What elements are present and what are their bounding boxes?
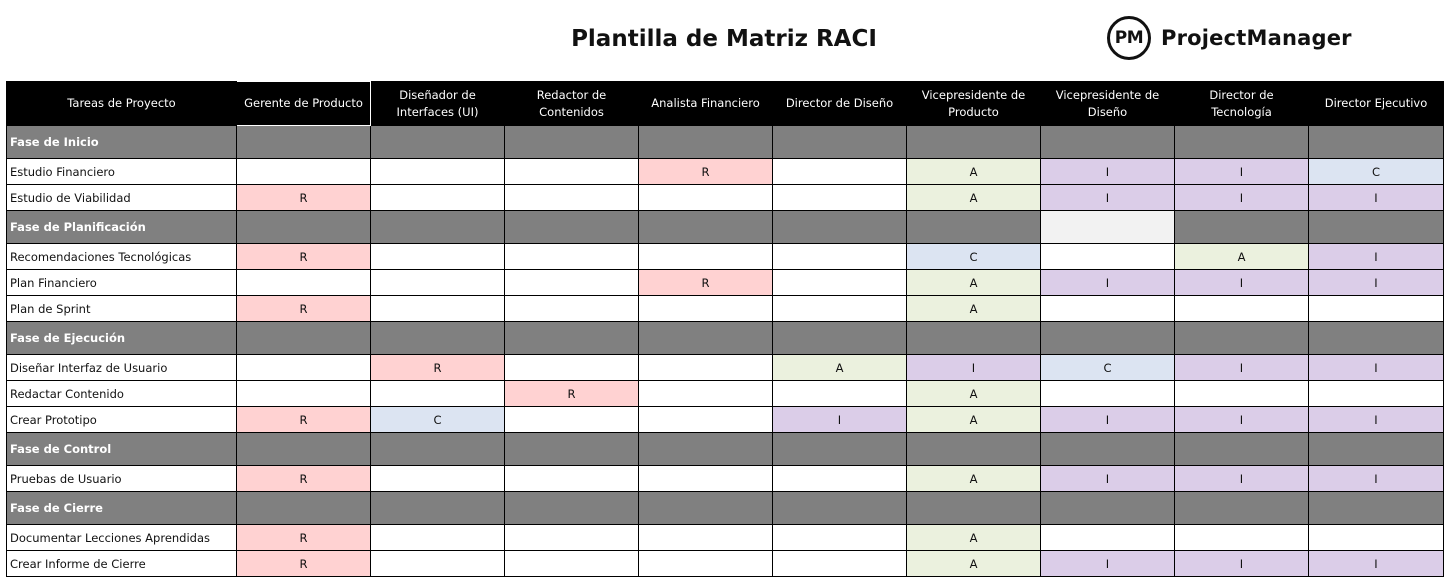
phase-cell bbox=[773, 322, 907, 355]
raci-cell: I bbox=[1041, 551, 1175, 577]
raci-cell: I bbox=[1041, 407, 1175, 433]
phase-cell bbox=[1309, 433, 1444, 466]
raci-cell bbox=[371, 466, 505, 492]
raci-cell: I bbox=[1309, 466, 1444, 492]
column-header-role: Analista Financiero bbox=[639, 82, 773, 126]
phase-cell bbox=[773, 211, 907, 244]
raci-cell bbox=[773, 244, 907, 270]
phase-cell bbox=[639, 433, 773, 466]
raci-cell: I bbox=[1309, 551, 1444, 577]
raci-cell bbox=[1041, 296, 1175, 322]
phase-cell bbox=[639, 126, 773, 159]
phase-cell bbox=[237, 211, 371, 244]
phase-cell bbox=[907, 492, 1041, 525]
phase-cell bbox=[1041, 492, 1175, 525]
raci-cell bbox=[773, 159, 907, 185]
phase-cell bbox=[639, 492, 773, 525]
task-name: Pruebas de Usuario bbox=[7, 466, 237, 492]
task-name: Estudio de Viabilidad bbox=[7, 185, 237, 211]
pm-logo-icon: PM bbox=[1107, 16, 1151, 60]
raci-cell: I bbox=[1309, 270, 1444, 296]
raci-cell bbox=[237, 270, 371, 296]
phase-cell bbox=[907, 211, 1041, 244]
phase-cell bbox=[371, 433, 505, 466]
task-name: Recomendaciones Tecnológicas bbox=[7, 244, 237, 270]
phase-cell bbox=[371, 322, 505, 355]
phase-row bbox=[7, 492, 1444, 525]
raci-cell bbox=[773, 270, 907, 296]
task-row bbox=[7, 270, 1444, 296]
phase-cell bbox=[907, 433, 1041, 466]
raci-matrix-table bbox=[6, 81, 1444, 577]
task-row bbox=[7, 296, 1444, 322]
task-row bbox=[7, 551, 1444, 577]
raci-cell bbox=[371, 381, 505, 407]
raci-cell: R bbox=[237, 244, 371, 270]
task-name: Estudio Financiero bbox=[7, 159, 237, 185]
column-header-role: Director Ejecutivo bbox=[1309, 82, 1444, 126]
phase-cell bbox=[1175, 492, 1309, 525]
raci-cell: C bbox=[1309, 159, 1444, 185]
phase-cell bbox=[505, 322, 639, 355]
raci-cell: I bbox=[1041, 466, 1175, 492]
phase-cell bbox=[639, 322, 773, 355]
task-name: Plan de Sprint bbox=[7, 296, 237, 322]
raci-cell: A bbox=[907, 159, 1041, 185]
raci-cell bbox=[773, 296, 907, 322]
raci-cell bbox=[505, 525, 639, 551]
phase-cell bbox=[1175, 126, 1309, 159]
task-row bbox=[7, 407, 1444, 433]
raci-cell bbox=[1309, 296, 1444, 322]
raci-cell bbox=[773, 185, 907, 211]
column-header-role: Vicepresidente de Producto bbox=[907, 82, 1041, 126]
header-row bbox=[7, 82, 1444, 126]
raci-cell: R bbox=[237, 407, 371, 433]
phase-row bbox=[7, 211, 1444, 244]
task-row bbox=[7, 381, 1444, 407]
raci-cell bbox=[371, 185, 505, 211]
raci-cell: I bbox=[1309, 244, 1444, 270]
raci-cell: R bbox=[639, 159, 773, 185]
raci-cell: I bbox=[1041, 159, 1175, 185]
raci-cell bbox=[505, 296, 639, 322]
raci-cell: I bbox=[1175, 185, 1309, 211]
raci-cell bbox=[237, 355, 371, 381]
phase-cell bbox=[1175, 322, 1309, 355]
raci-cell bbox=[505, 466, 639, 492]
raci-cell bbox=[371, 551, 505, 577]
phase-cell bbox=[505, 211, 639, 244]
page-title-text: Plantilla de Matriz RACI bbox=[571, 26, 877, 52]
phase-cell bbox=[639, 211, 773, 244]
raci-cell: A bbox=[907, 466, 1041, 492]
phase-cell bbox=[1309, 126, 1444, 159]
raci-cell bbox=[639, 381, 773, 407]
raci-cell bbox=[773, 466, 907, 492]
phase-cell bbox=[907, 126, 1041, 159]
raci-cell bbox=[371, 525, 505, 551]
phase-cell bbox=[237, 492, 371, 525]
raci-table-body bbox=[7, 126, 1444, 577]
raci-cell: R bbox=[237, 296, 371, 322]
column-header-role: Diseñador de Interfaces (UI) bbox=[371, 82, 505, 126]
raci-cell bbox=[237, 381, 371, 407]
phase-row bbox=[7, 322, 1444, 355]
raci-cell bbox=[639, 244, 773, 270]
raci-cell bbox=[505, 185, 639, 211]
raci-cell bbox=[639, 296, 773, 322]
raci-cell: R bbox=[639, 270, 773, 296]
task-row bbox=[7, 185, 1444, 211]
raci-cell bbox=[505, 244, 639, 270]
phase-name: Fase de Control bbox=[7, 433, 237, 466]
task-row bbox=[7, 355, 1444, 381]
phase-cell bbox=[773, 492, 907, 525]
raci-cell: C bbox=[1041, 355, 1175, 381]
raci-cell: R bbox=[237, 466, 371, 492]
phase-cell bbox=[371, 492, 505, 525]
raci-cell: I bbox=[1309, 355, 1444, 381]
raci-cell: R bbox=[371, 355, 505, 381]
raci-cell: A bbox=[907, 381, 1041, 407]
projectmanager-logo bbox=[1107, 14, 1352, 62]
raci-cell bbox=[371, 159, 505, 185]
raci-cell bbox=[1309, 525, 1444, 551]
raci-cell bbox=[1041, 525, 1175, 551]
raci-cell: A bbox=[907, 551, 1041, 577]
phase-cell bbox=[773, 433, 907, 466]
raci-cell: I bbox=[1175, 466, 1309, 492]
phase-cell bbox=[237, 126, 371, 159]
raci-cell bbox=[1041, 244, 1175, 270]
phase-cell bbox=[371, 211, 505, 244]
raci-cell bbox=[773, 525, 907, 551]
column-header-role: Director de Diseño bbox=[773, 82, 907, 126]
phase-cell bbox=[505, 492, 639, 525]
phase-cell bbox=[505, 126, 639, 159]
raci-cell: A bbox=[907, 185, 1041, 211]
raci-cell bbox=[1309, 381, 1444, 407]
phase-name: Fase de Cierre bbox=[7, 492, 237, 525]
raci-cell bbox=[773, 381, 907, 407]
raci-cell bbox=[371, 296, 505, 322]
phase-cell bbox=[1309, 492, 1444, 525]
phase-cell bbox=[1175, 211, 1309, 244]
raci-cell bbox=[1175, 296, 1309, 322]
task-row bbox=[7, 159, 1444, 185]
raci-cell bbox=[639, 551, 773, 577]
column-header-role: Vicepresidente de Diseño bbox=[1041, 82, 1175, 126]
raci-cell: R bbox=[237, 551, 371, 577]
raci-cell bbox=[1175, 381, 1309, 407]
task-name: Documentar Lecciones Aprendidas bbox=[7, 525, 237, 551]
task-name: Redactar Contenido bbox=[7, 381, 237, 407]
phase-cell bbox=[1041, 433, 1175, 466]
phase-cell bbox=[237, 322, 371, 355]
raci-cell: I bbox=[1175, 355, 1309, 381]
column-header-role: Gerente de Producto bbox=[237, 82, 371, 126]
raci-cell: I bbox=[773, 407, 907, 433]
raci-cell: C bbox=[907, 244, 1041, 270]
raci-cell: A bbox=[1175, 244, 1309, 270]
raci-cell: I bbox=[1175, 159, 1309, 185]
raci-cell bbox=[639, 407, 773, 433]
raci-cell: A bbox=[907, 296, 1041, 322]
raci-cell: I bbox=[1175, 407, 1309, 433]
raci-cell bbox=[505, 159, 639, 185]
raci-cell bbox=[639, 185, 773, 211]
phase-cell bbox=[237, 433, 371, 466]
phase-name: Fase de Planificación bbox=[7, 211, 237, 244]
raci-cell bbox=[1175, 525, 1309, 551]
logo-wordmark: ProjectManager bbox=[1161, 26, 1352, 50]
raci-cell bbox=[773, 551, 907, 577]
phase-cell bbox=[1041, 211, 1175, 244]
raci-cell: I bbox=[907, 355, 1041, 381]
raci-cell: A bbox=[907, 525, 1041, 551]
phase-name: Fase de Inicio bbox=[7, 126, 237, 159]
raci-cell bbox=[371, 244, 505, 270]
phase-cell bbox=[1175, 433, 1309, 466]
raci-cell bbox=[505, 270, 639, 296]
raci-cell: R bbox=[237, 185, 371, 211]
raci-cell: I bbox=[1309, 185, 1444, 211]
raci-cell bbox=[1041, 381, 1175, 407]
phase-cell bbox=[505, 433, 639, 466]
raci-cell bbox=[639, 525, 773, 551]
raci-cell: R bbox=[237, 525, 371, 551]
task-row bbox=[7, 244, 1444, 270]
raci-cell bbox=[505, 551, 639, 577]
phase-cell bbox=[1041, 126, 1175, 159]
phase-row bbox=[7, 126, 1444, 159]
phase-row bbox=[7, 433, 1444, 466]
phase-name: Fase de Ejecución bbox=[7, 322, 237, 355]
raci-cell: R bbox=[505, 381, 639, 407]
task-name: Crear Informe de Cierre bbox=[7, 551, 237, 577]
task-name: Plan Financiero bbox=[7, 270, 237, 296]
raci-cell: C bbox=[371, 407, 505, 433]
phase-cell bbox=[1309, 211, 1444, 244]
raci-cell: I bbox=[1041, 270, 1175, 296]
phase-cell bbox=[907, 322, 1041, 355]
task-name: Diseñar Interfaz de Usuario bbox=[7, 355, 237, 381]
column-header-role: Redactor de Contenidos bbox=[505, 82, 639, 126]
raci-cell: I bbox=[1175, 551, 1309, 577]
task-name: Crear Prototipo bbox=[7, 407, 237, 433]
column-header-role: Director de Tecnología bbox=[1175, 82, 1309, 126]
raci-cell: I bbox=[1041, 185, 1175, 211]
raci-cell bbox=[371, 270, 505, 296]
column-header-tasks: Tareas de Proyecto bbox=[7, 82, 237, 126]
phase-cell bbox=[371, 126, 505, 159]
raci-cell: A bbox=[907, 407, 1041, 433]
raci-cell bbox=[639, 466, 773, 492]
raci-cell: A bbox=[907, 270, 1041, 296]
phase-cell bbox=[1309, 322, 1444, 355]
phase-cell bbox=[1041, 322, 1175, 355]
task-row bbox=[7, 466, 1444, 492]
raci-cell: I bbox=[1175, 270, 1309, 296]
raci-cell: I bbox=[1309, 407, 1444, 433]
phase-cell bbox=[773, 126, 907, 159]
raci-cell bbox=[505, 355, 639, 381]
raci-cell bbox=[505, 407, 639, 433]
task-row bbox=[7, 525, 1444, 551]
raci-cell bbox=[237, 159, 371, 185]
raci-cell: A bbox=[773, 355, 907, 381]
raci-cell bbox=[639, 355, 773, 381]
